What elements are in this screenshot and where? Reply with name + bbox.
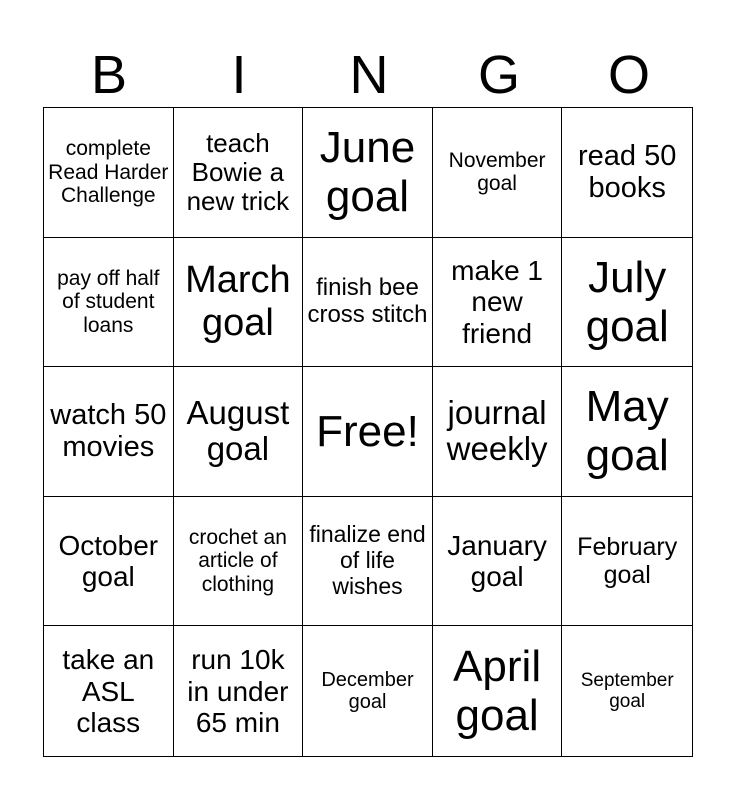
bingo-cell[interactable]: [44, 497, 174, 627]
bingo-cell[interactable]: [562, 108, 692, 238]
cell-text: journal weekly: [446, 393, 548, 468]
cell-text: January goal: [447, 529, 547, 593]
bingo-cell[interactable]: [562, 367, 692, 497]
header-letter-g: G: [477, 45, 520, 105]
cell-text: Free!: [316, 406, 419, 456]
bingo-cell[interactable]: [303, 497, 433, 627]
cell-text: December goal: [321, 668, 414, 714]
cell-text: June goal: [319, 123, 416, 222]
bingo-cell[interactable]: [44, 367, 174, 497]
bingo-cell[interactable]: [303, 238, 433, 368]
free-space-cell[interactable]: [303, 367, 433, 497]
cell-text: watch 50 movies: [50, 399, 167, 464]
bingo-board: [43, 107, 693, 757]
bingo-cell[interactable]: [174, 238, 304, 368]
bingo-cell[interactable]: [433, 108, 563, 238]
cell-text: July goal: [585, 252, 669, 351]
bingo-cell[interactable]: [433, 238, 563, 368]
cell-text: March goal: [185, 259, 291, 344]
cell-text: finalize end of life wishes: [309, 521, 426, 599]
cell-text: April goal: [453, 641, 542, 741]
bingo-cell[interactable]: [433, 497, 563, 627]
header-letter-n: N: [349, 45, 389, 105]
cell-text: read 50 books: [578, 139, 677, 205]
cell-text: take an ASL class: [62, 644, 155, 738]
bingo-cell[interactable]: [562, 626, 692, 756]
cell-text: September goal: [580, 669, 674, 713]
header-letter-i: I: [231, 45, 247, 105]
bingo-cell[interactable]: [174, 367, 304, 497]
cell-text: May goal: [585, 382, 669, 481]
cell-text: complete Read Harder Challenge: [48, 137, 169, 208]
bingo-cell[interactable]: [433, 626, 563, 756]
header-letter-o: O: [607, 45, 650, 105]
header-letter-b: B: [90, 45, 128, 105]
cell-text: make 1 new friend: [451, 254, 543, 349]
bingo-cell[interactable]: [44, 626, 174, 756]
bingo-cell[interactable]: [44, 238, 174, 368]
bingo-cell[interactable]: [174, 497, 304, 627]
cell-text: November goal: [448, 148, 546, 196]
bingo-cell[interactable]: [433, 367, 563, 497]
cell-text: February goal: [577, 533, 678, 590]
cell-text: October goal: [58, 529, 159, 593]
cell-text: run 10k in under 65 min: [187, 644, 289, 738]
bingo-cell[interactable]: [562, 497, 692, 627]
cell-text: August goal: [186, 393, 290, 468]
bingo-cell[interactable]: [303, 108, 433, 238]
cell-text: crochet an article of clothing: [188, 525, 287, 596]
cell-text: teach Bowie a new trick: [186, 127, 290, 216]
bingo-cell[interactable]: [174, 108, 304, 238]
cell-text: finish bee cross stitch: [307, 274, 428, 328]
cell-text: pay off half of student loans: [57, 266, 160, 337]
bingo-cell[interactable]: [562, 238, 692, 368]
bingo-cell[interactable]: [44, 108, 174, 238]
bingo-header: [44, 44, 694, 106]
bingo-cell[interactable]: [303, 626, 433, 756]
bingo-cell[interactable]: [174, 626, 304, 756]
